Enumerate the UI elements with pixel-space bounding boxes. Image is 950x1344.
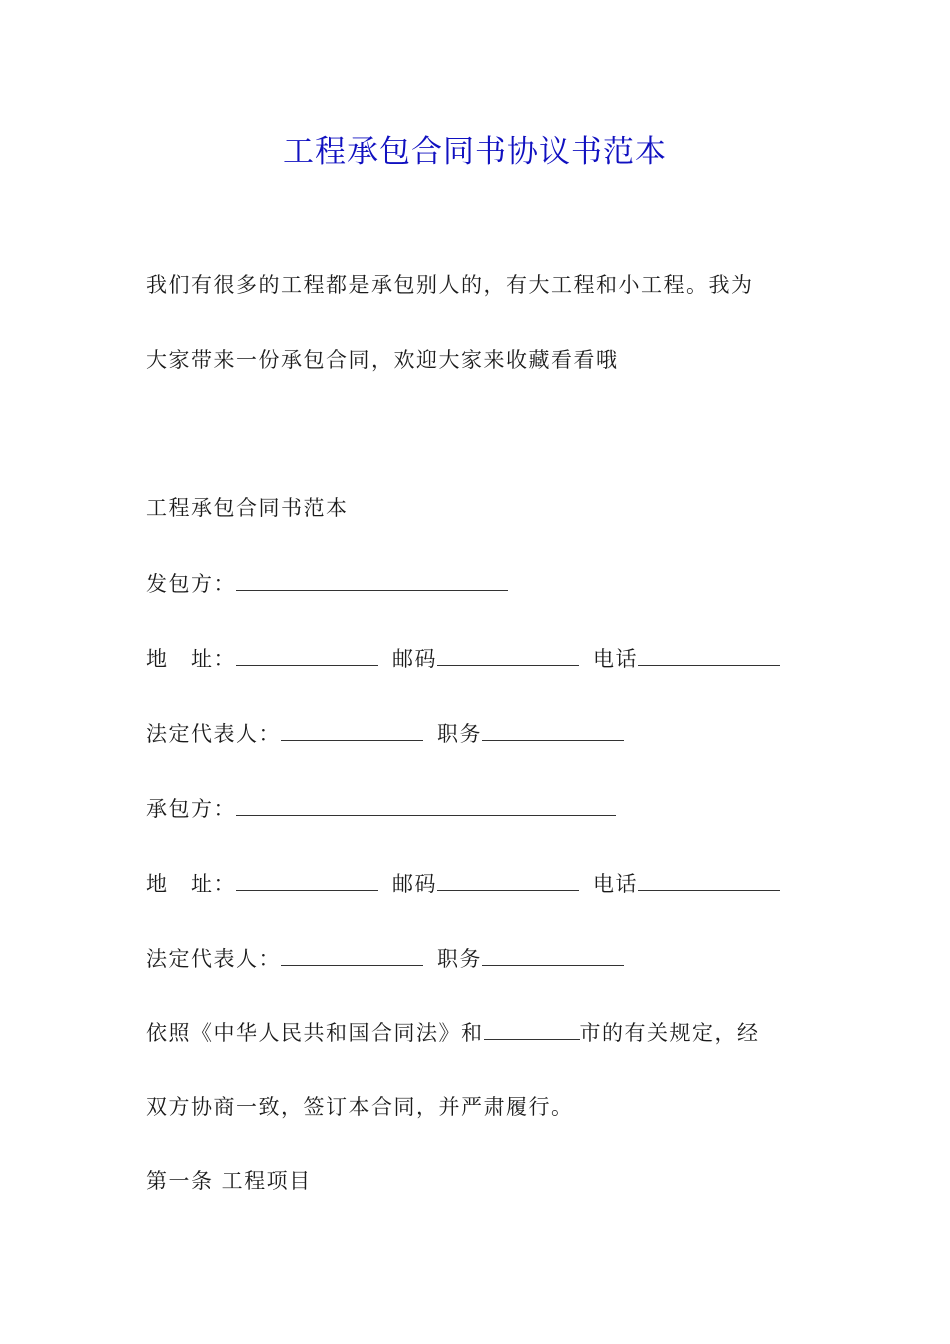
party-b-row — [146, 793, 616, 824]
party-b-label: 承包方： — [146, 797, 236, 821]
phone-blank[interactable] — [638, 868, 780, 891]
city-blank[interactable] — [484, 1017, 580, 1040]
article-1-heading: 第一条 工程项目 — [146, 1169, 312, 1193]
rep-blank[interactable] — [281, 718, 423, 741]
phone-label: 电话 — [593, 647, 638, 671]
address-label: 地 址： — [146, 872, 236, 896]
rep-blank[interactable] — [281, 943, 423, 966]
party-a-address-row — [146, 643, 780, 674]
address-blank[interactable] — [236, 868, 378, 891]
position-label: 职务 — [437, 947, 482, 971]
party-b-blank[interactable] — [236, 793, 616, 816]
intro-line-1: 我们有很多的工程都是承包别人的，有大工程和小工程。我为 — [146, 273, 754, 297]
party-b-address-row — [146, 868, 780, 899]
position-label: 职务 — [437, 722, 482, 746]
party-b-rep-row — [146, 943, 624, 974]
position-blank[interactable] — [482, 718, 624, 741]
legal-basis-suffix: 市的有关规定，经 — [579, 1021, 760, 1045]
contract-subtitle: 工程承包合同书范本 — [146, 496, 349, 520]
party-a-label: 发包方： — [146, 572, 236, 596]
postcode-blank[interactable] — [437, 868, 579, 891]
postcode-label: 邮码 — [392, 647, 437, 671]
phone-blank[interactable] — [638, 643, 780, 666]
intro-line-2: 大家带来一份承包合同，欢迎大家来收藏看看哦 — [146, 348, 619, 372]
party-a-rep-row — [146, 718, 624, 749]
party-a-blank[interactable] — [236, 568, 508, 591]
legal-basis-prefix: 依照《中华人民共和国合同法》和 — [146, 1021, 484, 1045]
postcode-label: 邮码 — [392, 872, 437, 896]
address-label: 地 址： — [146, 647, 236, 671]
address-blank[interactable] — [236, 643, 378, 666]
phone-label: 电话 — [593, 872, 638, 896]
party-a-row — [146, 568, 508, 599]
document-title: 工程承包合同书协议书范本 — [283, 134, 667, 170]
legal-basis-line-1 — [146, 1017, 760, 1048]
rep-label: 法定代表人： — [146, 947, 281, 971]
postcode-blank[interactable] — [437, 643, 579, 666]
position-blank[interactable] — [482, 943, 624, 966]
rep-label: 法定代表人： — [146, 722, 281, 746]
legal-basis-line-2: 双方协商一致，签订本合同，并严肃履行。 — [146, 1095, 574, 1119]
